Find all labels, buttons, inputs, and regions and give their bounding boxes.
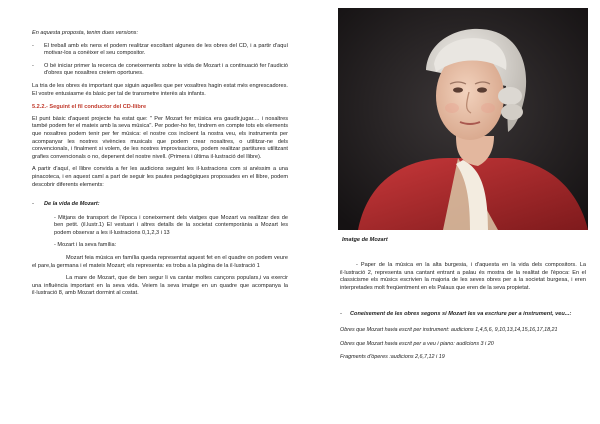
version-text-1: El treball amb els nens el podem realitzar escoltant algunes de les obres del CD, i a partir d'aquí motivar-los a conèixer el seu compositor. [44, 42, 288, 57]
portrait-caption: Imatge de Mozart [342, 237, 388, 243]
family-paragraph: Mozart feia música en família queda representat aquest fet en el quadre on podem veure el pare,la germana i el mateix Mozart; els representa: es troba a la pàgina de la il·lustració 1 [32, 255, 288, 269]
version-text-2: O bé iniciar primer la recerca de coneixements sobre la vida de Mozart i a continuació fer l'audició d'obres que nosaltres creiem oportunes. [44, 62, 288, 77]
paper-paragraph: - Paper de la música en la alta burgesia, i d'aquesta en la vida dels compositors. La il·lustració 2, representa una cantant entrant a palau és mostra de la realitat de l'època: En el classicisme els músics escrivien la majoria de les seves obres per a la societat burgesa, i eren interpretades molt freqüentment en els Palaus que eren de la seva propietat. [340, 262, 586, 291]
bullet-dash: - [340, 311, 342, 318]
works-item-instrument: Obres que Mozart havia escrit per instrument: audicions 1,4,5,6, 9,10,13,14,15,16,17,18,21 [340, 326, 558, 333]
works-item-opera: Fragments d'òperes :audicions 2,6,7,12 i 19 [340, 354, 445, 361]
version-item-2 [32, 63, 288, 78]
mozart-portrait [338, 8, 588, 230]
bullet-dash: - [32, 62, 34, 69]
life-heading-text: De la vida de Mozart: [44, 201, 100, 208]
right-page-body [340, 262, 586, 368]
transport-paragraph: - Mitjans de transport de l'època i coneixement dels viatges que Mozart va realitzar des de ben petit. (il.lustr.1) El vestuari i altres detalls de la societat contemporània a Mozart les podem observar a les il·lustracions 0,1,2,3 i 13 [54, 214, 288, 236]
bullet-dash: - [32, 201, 34, 208]
life-heading [32, 201, 288, 209]
section-heading: 5.2.2.- Seguint el fil conductor del CD-llibre [32, 104, 147, 111]
mother-paragraph: La mare de Mozart, que de ben segur li va cantar moltes cançons populars,i va exercir una influència important en la seva vida. Veiem la seva imatge en un quadre que acompanya la il·lustració 8, amb Mozart dormint al costat. [32, 275, 288, 297]
works-heading-text: Coneixement de les obres segons si Mozart les va escriure per a instrument, veu...: [350, 311, 572, 318]
book-paragraph: A partir d'aquí, el llibre convida a fer les audicions seguint les il·lustracions com si anéssim a una pinacoteca, i en aquest camí a part de seguir les pautes pedagògiques proposades en el llibre, podem descobrir diferents elements: [32, 166, 288, 188]
mozart-portrait-painting [338, 8, 588, 230]
intro-text: En aquesta proposta, tenim dues versions: [32, 30, 139, 36]
choice-paragraph: La tria de les obres és important que siguin aquelles que per vosaltres hagin estat més engrescadores. El vostre entusiasme és bàsic per tal de transmetre interès als infants. [32, 82, 288, 97]
starting-point-paragraph: El punt bàsic d'aquest projecte ha estat que: " Per Mozart fer música era gaudir,jugar.... i nosaltres també podem fer el mateix amb la seva música". Per poder-ho fer, tindrem en compte tots els elements que nosaltres podem tenir per fer música: el nostre cos incloent la nostra veu, els instruments per acompanyar les nostres vivències musicals que podem crear nosaltres, o utilitzar-ne dels convencionals, i finalment si volem, de les nostres improvisacions, podem realitzar partitures utilitzant grafies convencionals o no, depenent del nostre nivell. (Primera i última il·lustració del llibre). [32, 115, 288, 160]
family-label: - Mozart i la seva família: [54, 242, 117, 249]
bullet-dash: - [32, 42, 34, 49]
works-heading [340, 311, 586, 319]
works-item-voice: Obres que Mozart havia escrit per a veu i piano: audicions 3 i 20 [340, 340, 494, 347]
version-item-1 [32, 43, 288, 58]
